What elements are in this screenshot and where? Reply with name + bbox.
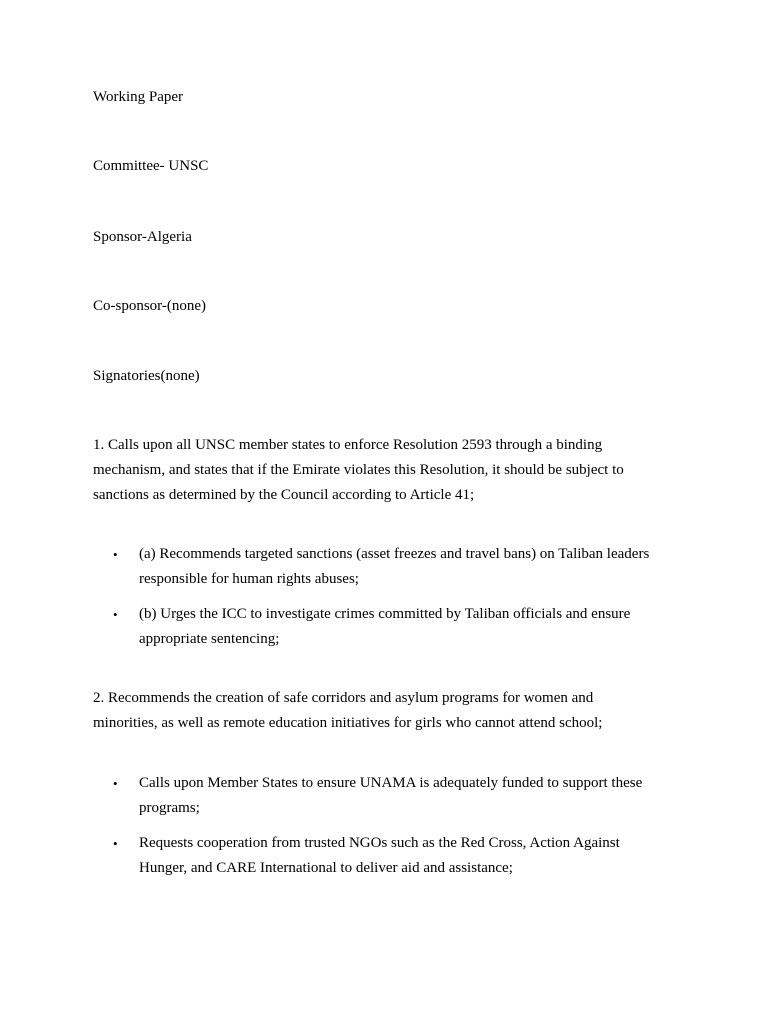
clause-1-line: 1. Calls upon all UNSC member states to enforce Resolution 2593 through a binding — [93, 437, 603, 453]
document-title: Working Paper — [93, 89, 184, 105]
bullet-icon: • — [113, 776, 118, 791]
clause-1-line: mechanism, and states that if the Emirate violates this Resolution, it should be subject to — [93, 462, 624, 478]
clause-2-line: 2. Recommends the creation of safe corridors and asylum programs for women and — [93, 690, 594, 706]
subclause-line: Requests cooperation from trusted NGOs such as the Red Cross, Action Against — [139, 835, 620, 851]
subclause-line: Hunger, and CARE International to deliver aid and assistance; — [139, 860, 513, 876]
operative-clause-1 — [93, 433, 683, 508]
operative-clause-2 — [93, 686, 683, 736]
clause-2-line: minorities, as well as remote education initiatives for girls who cannot attend school; — [93, 715, 603, 731]
subclause-line: Calls upon Member States to ensure UNAMA is adequately funded to support these — [139, 775, 643, 791]
subclause-line: (b) Urges the ICC to investigate crimes committed by Taliban officials and ensure — [139, 606, 631, 622]
subclause-line: programs; — [139, 800, 200, 816]
subclause-line: (a) Recommends targeted sanctions (asset freezes and travel bans) on Taliban leaders — [139, 546, 650, 562]
sponsor-line: Sponsor-Algeria — [93, 229, 192, 245]
cosponsor-line: Co-sponsor-(none) — [93, 298, 207, 314]
subclause-line: appropriate sentencing; — [139, 631, 280, 647]
bullet-icon: • — [113, 547, 118, 562]
clause-1-line: sanctions as determined by the Council according to Article 41; — [93, 487, 475, 503]
committee-line: Committee- UNSC — [93, 158, 209, 174]
bullet-icon: • — [113, 607, 118, 622]
bullet-icon: • — [113, 836, 118, 851]
signatories-line: Signatories(none) — [93, 368, 200, 384]
subclause-line: responsible for human rights abuses; — [139, 571, 359, 587]
